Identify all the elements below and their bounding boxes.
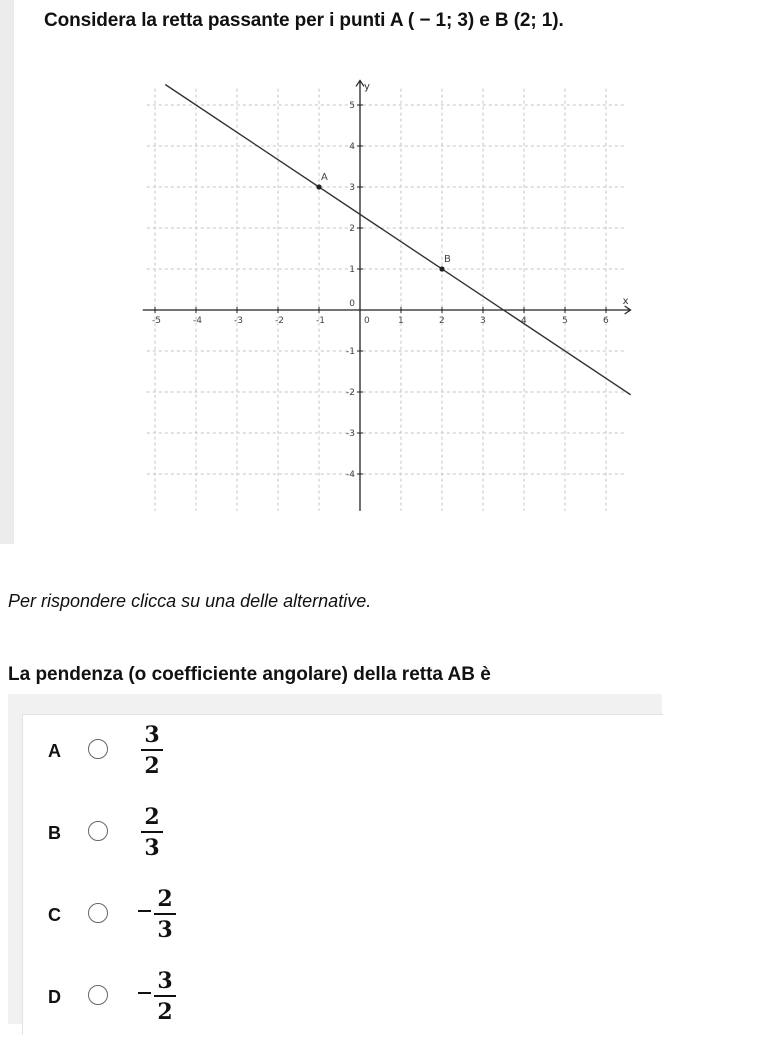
grid — [147, 89, 627, 511]
fraction-numerator: 2 — [144, 804, 160, 830]
fraction-denominator: 2 — [144, 753, 160, 779]
fraction-denominator: 2 — [157, 999, 173, 1025]
x-axis-label: x — [622, 296, 629, 307]
fraction-denominator: 3 — [157, 917, 173, 943]
y-tick-label: 0 — [349, 299, 355, 309]
radio-button-a[interactable] — [88, 739, 108, 759]
question-prompt: La pendenza (o coefficiente angolare) della retta AB è — [8, 664, 491, 685]
x-tick-label: -5 — [152, 316, 161, 326]
answer-option-a[interactable] — [23, 715, 623, 795]
y-tick-label: 2 — [349, 224, 355, 234]
fraction — [132, 723, 172, 778]
point-label: A — [321, 172, 328, 183]
y-axis-label: y — [364, 81, 370, 93]
answer-option-c[interactable] — [23, 879, 623, 959]
y-tick-label: 5 — [349, 101, 355, 111]
x-tick-label: -3 — [234, 316, 243, 326]
x-tick-label: 5 — [562, 316, 568, 326]
answer-options-card — [22, 714, 663, 1035]
y-tick-label: -4 — [346, 470, 355, 480]
question-panel — [0, 0, 14, 544]
answer-option-b[interactable] — [23, 797, 623, 877]
y-tick-label: 1 — [349, 265, 355, 275]
fraction — [145, 887, 185, 942]
y-tick-label: 4 — [349, 142, 355, 152]
y-tick-label: 3 — [349, 183, 355, 193]
answer-option-d[interactable] — [23, 961, 623, 1041]
radio-button-b[interactable] — [88, 821, 108, 841]
fraction-denominator: 3 — [144, 835, 160, 861]
option-letter: A — [48, 741, 61, 761]
y-tick-label: -2 — [346, 388, 355, 398]
x-tick-label: -4 — [193, 316, 202, 326]
x-tick-label: 4 — [521, 316, 527, 326]
answer-area — [8, 694, 662, 1024]
point-marker — [439, 266, 444, 271]
x-tick-label: 6 — [603, 316, 609, 326]
option-letter: B — [48, 823, 61, 843]
x-tick-label: 0 — [364, 316, 370, 326]
y-tick-label: -3 — [346, 429, 355, 439]
point-label: B — [444, 254, 451, 265]
option-letter: D — [48, 987, 61, 1007]
x-tick-label: 3 — [480, 316, 486, 326]
question-stem: Considera la retta passante per i punti A ( − 1; 3) e B (2; 1). — [44, 10, 564, 31]
point-marker — [316, 184, 321, 189]
fraction-numerator: 3 — [144, 722, 160, 748]
graph-svg — [140, 70, 640, 520]
x-tick-label: -2 — [275, 316, 284, 326]
radio-button-c[interactable] — [88, 903, 108, 923]
line-ab — [165, 85, 630, 395]
fraction-numerator: 2 — [157, 886, 173, 912]
fraction-numerator: 3 — [157, 968, 173, 994]
option-letter: C — [48, 905, 61, 925]
y-tick-label: -1 — [346, 347, 355, 357]
fraction — [132, 805, 172, 860]
x-tick-label: -1 — [316, 316, 325, 326]
x-tick-label: 1 — [398, 316, 404, 326]
instruction-text: Per rispondere clicca su una delle alternative. — [8, 591, 372, 611]
x-tick-label: 2 — [439, 316, 445, 326]
radio-button-d[interactable] — [88, 985, 108, 1005]
coordinate-graph — [140, 70, 640, 520]
